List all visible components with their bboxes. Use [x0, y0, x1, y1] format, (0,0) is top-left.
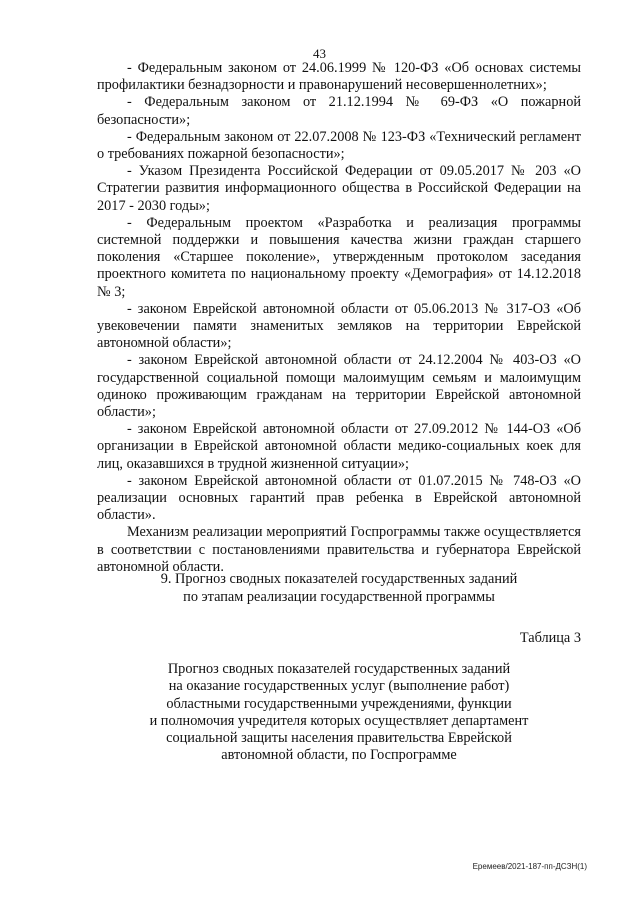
- law-list: [97, 60, 581, 576]
- list-item: - законом Еврейской автономной области от 05.06.2013 № 317-ОЗ «Об увековечении памяти знаменитых земляков на территории Еврейской автономной области»;: [97, 300, 581, 352]
- caption-line: автономной области, по Госпрограмме: [221, 747, 457, 764]
- caption-line: и полномочия учредителя которых осуществляет департамент: [149, 712, 529, 729]
- caption-line: Прогноз сводных показателей государственных заданий: [167, 661, 511, 677]
- caption-line: на оказание государственных услуг (выполнение работ): [168, 678, 510, 695]
- list-item: - Федеральным законом от 22.07.2008 № 123-ФЗ «Технический регламент о требованиях пожарной безопасности»;: [97, 128, 581, 163]
- list-item: - Федеральным законом от 21.12.1994 № 69-ФЗ «О пожарной безопасности»;: [97, 94, 581, 128]
- list-item: - Указом Президента Российской Федерации от 09.05.2017 № 203 «О Стратегии развития информационного общества в Российской Федерации на 2017 - 2030 годы»;: [97, 163, 581, 214]
- list-item: - законом Еврейской автономной области от 24.12.2004 № 403-ОЗ «О государственной социальной помощи малоимущим семьям и малоимущим одиноко проживающим гражданам на территории Еврейской автономной области»;: [97, 352, 581, 421]
- table-caption: [97, 661, 581, 765]
- caption-line: областными государственными учреждениями, функции: [166, 695, 512, 712]
- caption-line: социальной защиты населения правительства Еврейской: [166, 730, 512, 747]
- section-title: [97, 571, 581, 606]
- section-title-line: 9. Прогноз сводных показателей государственных заданий: [160, 571, 518, 587]
- list-item: - законом Еврейской автономной области от 01.07.2015 № 748-ОЗ «О реализации основных гарантий прав ребенка в Еврейской автономной области».: [97, 472, 581, 524]
- list-item: - Федеральным законом от 24.06.1999 № 120-ФЗ «Об основах системы профилактики безнадзорности и правонарушений несовершеннолетних»;: [97, 60, 581, 94]
- table-label: Таблица 3: [519, 630, 581, 646]
- list-item: - законом Еврейской автономной области от 27.09.2012 № 144-ОЗ «Об организации в Еврейской автономной области медико-социальных коек для лиц, оказавшихся в трудной жизненной ситуации»;: [97, 421, 581, 472]
- section-title-line: по этапам реализации государственной программы: [183, 588, 495, 605]
- list-item: - Федеральным проектом «Разработка и реализация программы системной поддержки и повышения качества жизни граждан старшего поколения «Старшее поколение», утвержденным протоколом заседания проектного комитета по национальному проекту «Демография» от 14.12.2018 № 3;: [97, 214, 581, 300]
- document-code: Еремеев/2021-187-пп-ДСЗН(1): [472, 862, 587, 871]
- mechanism-paragraph: Механизм реализации мероприятий Госпрограммы также осуществляется в соответствии с постановлениями правительства и губернатора Еврейской автономной области.: [97, 524, 581, 575]
- page-number: 43: [313, 46, 326, 61]
